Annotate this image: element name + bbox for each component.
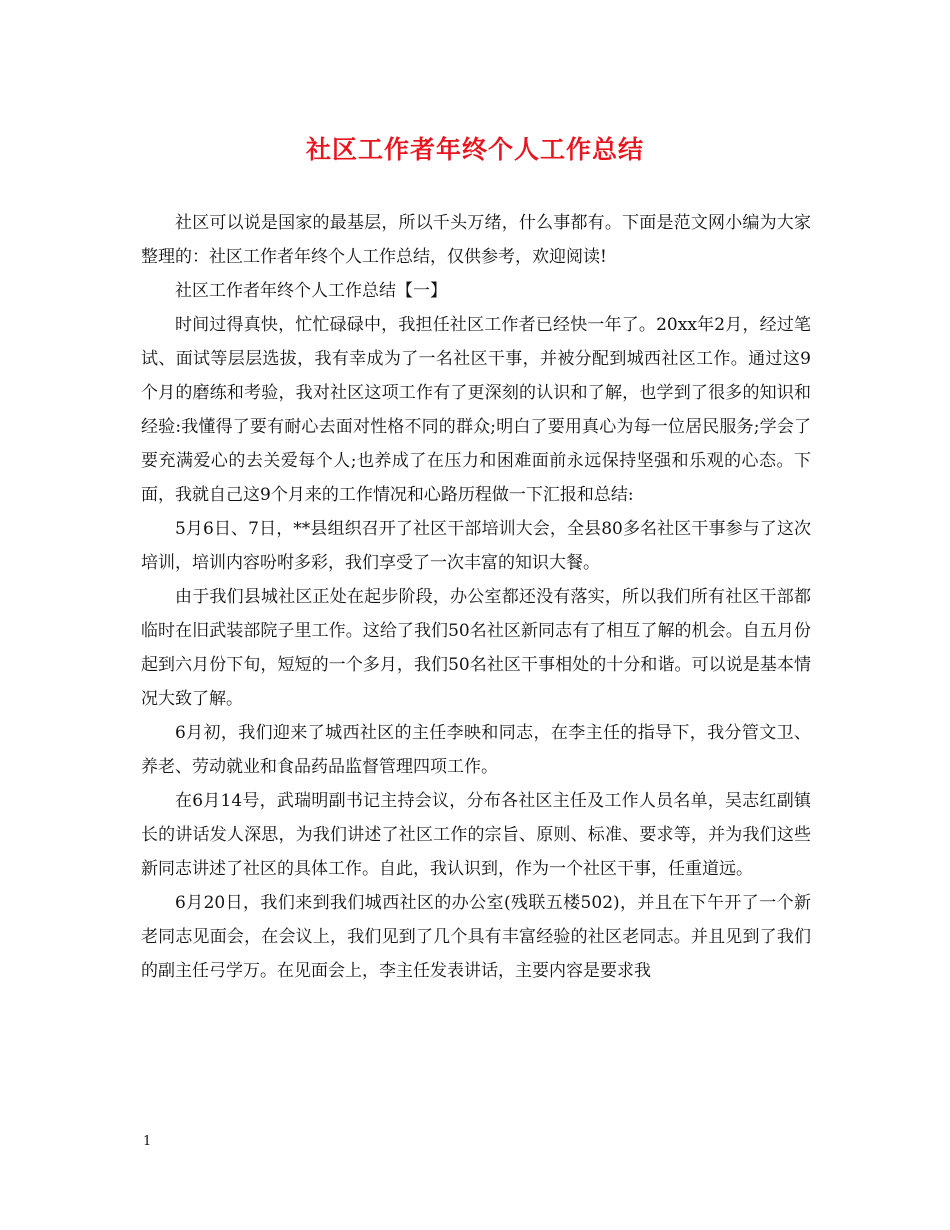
page-number: 1 xyxy=(143,1134,152,1149)
paragraph: 5月6日、7日，**县组织召开了社区干部培训大会，全县80多名社区干事参与了这次培训，培训内容吩咐多彩，我们享受了一次丰富的知识大餐。 xyxy=(141,519,811,573)
document-title: 社区工作者年终个人工作总结 xyxy=(305,135,644,164)
paragraph: 6月初，我们迎来了城西社区的主任李映和同志，在李主任的指导下，我分管文卫、养老、劳动就业和食品药品监督管理四项工作。 xyxy=(141,723,811,777)
paragraph: 由于我们县城社区正处在起步阶段，办公室都还没有落实，所以我们所有社区干部都临时在旧武装部院子里工作。这给了我们50名社区新同志有了相互了解的机会。自五月份起到六月份下旬，短短的一个多月，我们50名社区干事相处的十分和谐。可以说是基本情况大致了解。 xyxy=(141,587,811,709)
paragraph: 时间过得真快，忙忙碌碌中，我担任社区工作者已经快一年了。20xx年2月，经过笔试、面试等层层选拔，我有幸成为了一名社区干事，并被分配到城西社区工作。通过这9个月的磨练和考验，我对社区这项工作有了更深刻的认识和了解，也学到了很多的知识和经验:我懂得了要有耐心去面对性格不同的群众;明白了要用真心为每一位居民服务;学会了要充满爱心的去关爱每个人;也养成了在压力和困难面前永远保持坚强和乐观的心态。下面，我就自己这9个月来的工作情况和心路历程做一下汇报和总结: xyxy=(141,315,811,505)
paragraph-intro: 社区可以说是国家的最基层，所以千头万绪，什么事都有。下面是范文网小编为大家整理的：社区工作者年终个人工作总结，仅供参考，欢迎阅读! xyxy=(141,213,811,267)
section-heading: 社区工作者年终个人工作总结【一】 xyxy=(175,281,447,301)
paragraph: 在6月14号，武瑞明副书记主持会议，分布各社区主任及工作人员名单，吴志红副镇长的讲话发人深思，为我们讲述了社区工作的宗旨、原则、标准、要求等，并为我们这些新同志讲述了社区的具体工作。自此，我认识到，作为一个社区干事，任重道远。 xyxy=(141,791,811,879)
document-body xyxy=(141,206,811,988)
paragraph: 6月20日，我们来到我们城西社区的办公室(残联五楼502)，并且在下午开了一个新老同志见面会，在会议上，我们见到了几个具有丰富经验的社区老同志。并且见到了我们的副主任弓学万。在见面会上，李主任发表讲话，主要内容是要求我 xyxy=(141,893,811,981)
